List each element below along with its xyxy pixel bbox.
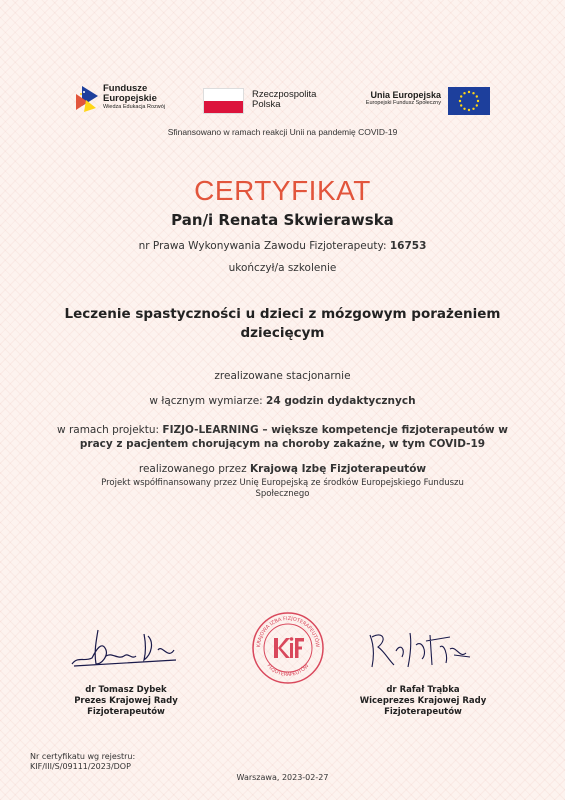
ue-title: Unia Europejska xyxy=(370,90,441,100)
signature-right xyxy=(360,625,478,675)
ue-logo-text xyxy=(355,90,441,106)
kif-seal-icon xyxy=(250,610,326,686)
fe-logo-text xyxy=(103,84,165,111)
registry-number: KIF/III/S/09111/2023/DOP xyxy=(30,762,131,771)
fundusze-europejskie-logo-icon xyxy=(72,84,102,114)
cofinance-line2: Społecznego xyxy=(255,489,310,499)
rp-title-line1: Rzeczpospolita xyxy=(252,89,317,100)
registry-label: Nr certyfikatu wg rejestru: xyxy=(30,752,136,761)
course-title-line1: Leczenie spastyczności u dzieci z mózgowym porażeniem xyxy=(64,306,501,322)
eu-flag-icon xyxy=(448,87,490,115)
hours-line xyxy=(0,395,565,407)
project-line1 xyxy=(0,423,565,437)
course-title-line2: dziecięcym xyxy=(240,325,325,341)
realized-by: Krajową Izbę Fizjoterapeutów xyxy=(250,463,427,475)
polish-flag-icon xyxy=(203,88,244,114)
fe-title-line1: Fundusze xyxy=(103,83,148,94)
hours-value: 24 godzin dydaktycznych xyxy=(266,395,416,407)
rp-title-line2: Polska xyxy=(252,99,281,110)
signatory-left-role2: Fizjoterapeutów xyxy=(87,707,165,717)
ue-subtitle: Europejski Fundusz Społeczny xyxy=(365,100,441,106)
place-date: Warszawa, 2023-02-27 xyxy=(236,773,329,782)
course-mode: zrealizowane stacjonarnie xyxy=(214,370,351,382)
rp-logo-text xyxy=(252,90,316,110)
cofinance-note xyxy=(0,478,565,500)
fe-subtitle: Wiedza Edukacja Rozwój xyxy=(103,104,166,110)
signatory-left-role1: Prezes Krajowej Rady xyxy=(74,696,178,706)
license-number: 16753 xyxy=(389,240,427,252)
project-name-line1: FIZJO-LEARNING – większe kompetencje fizjoterapeutów w xyxy=(162,424,508,436)
funding-note: Sfinansowano w ramach reakcji Unii na pandemię COVID-19 xyxy=(167,127,398,137)
course-title xyxy=(0,305,565,343)
license-line xyxy=(0,240,565,252)
project-label: w ramach projektu: xyxy=(57,424,160,436)
signatory-right-name: dr Rafał Trąbka xyxy=(386,685,460,695)
seal-ring-top: KRAJOWA IZBA FIZJOTERAPEUTÓW xyxy=(255,615,321,648)
registry-block xyxy=(30,752,135,772)
seal-ring-bottom: FIZJOTERAPEUTÓW xyxy=(265,662,311,679)
signature-left xyxy=(66,620,184,672)
signatory-right xyxy=(348,685,498,718)
license-label: nr Prawa Wykonywania Zawodu Fizjoterapeuty: xyxy=(138,240,387,252)
signatory-right-role1: Wiceprezes Krajowej Rady xyxy=(359,696,487,706)
realized-line xyxy=(0,463,565,475)
project-line2 xyxy=(0,437,565,451)
signatory-left-name: dr Tomasz Dybek xyxy=(85,685,167,695)
completed-text: ukończył/a szkolenie xyxy=(228,262,337,274)
fe-title-line2: Europejskie xyxy=(103,93,157,104)
project-block xyxy=(0,423,565,451)
signatory-right-role2: Fizjoterapeutów xyxy=(384,707,462,717)
certificate-title: CERTYFIKAT xyxy=(194,175,371,206)
recipient-name: Pan/i Renata Skwierawska xyxy=(171,211,394,229)
svg-text:FIZJOTERAPEUTÓW xyxy=(266,663,311,678)
project-name-line2: pracy z pacjentem chorującym na choroby zakaźne, w tym COVID-19 xyxy=(79,438,486,450)
signatory-left xyxy=(64,685,188,718)
cofinance-line1: Projekt współfinansowany przez Unię Europejską ze środków Europejskiego Funduszu xyxy=(101,478,464,488)
realized-label: realizowanego przez xyxy=(138,463,247,475)
hours-label: w łącznym wymiarze: xyxy=(149,395,263,407)
